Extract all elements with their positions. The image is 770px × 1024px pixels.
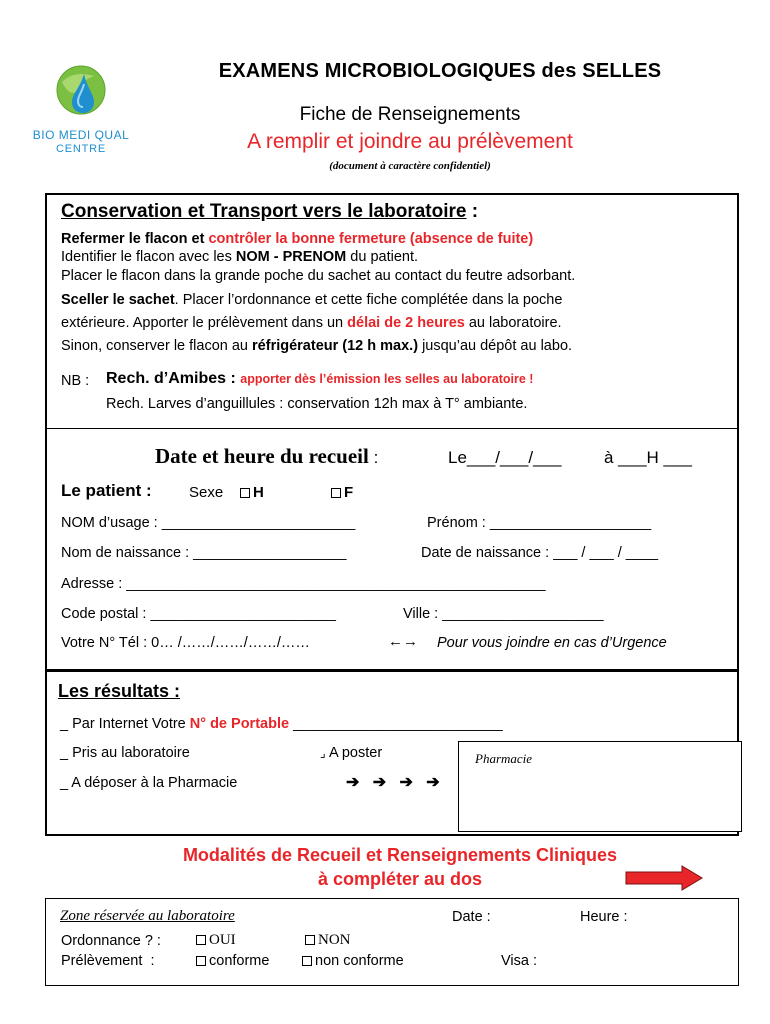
page-subtitle: Fiche de Renseignements: [299, 104, 521, 125]
lab-date-field[interactable]: Date :: [452, 909, 491, 925]
non-label: NON: [318, 932, 351, 948]
conservation-title-text: Conservation et Transport vers le laboratoire: [61, 201, 467, 222]
instruction-6a: Sinon, conserver le flacon au: [61, 338, 253, 354]
sex-f-label: F: [344, 484, 354, 501]
labo-label: Pris au laboratoire: [72, 745, 190, 761]
amibes-label: Rech. d’Amibes :: [106, 370, 241, 387]
collection-time-field[interactable]: à ___H ___: [604, 448, 692, 467]
instruction-line-3: Placer le flacon dans la grande poche du sachet au contact du feutre adsorbant.: [61, 268, 576, 284]
results-internet-option[interactable]: [60, 716, 503, 732]
conservation-title: [61, 201, 478, 223]
portable-label: N° de Portable: [189, 716, 290, 732]
fill-instruction: A remplir et joindre au prélèvement: [247, 130, 573, 153]
pharmacie-option-label: A déposer à la Pharmacie: [71, 775, 238, 791]
ordonnance-non-option[interactable]: [305, 932, 351, 949]
instruction-6c: jusqu’au dépôt au labo.: [418, 338, 573, 354]
nom-usage-field[interactable]: NOM d’usage : ________________________: [61, 515, 356, 531]
instruction-2c: du patient.: [346, 249, 419, 265]
results-title: Les résultats :: [58, 681, 181, 701]
confidential-note: (document à caractère confidentiel): [329, 160, 491, 172]
ordonnance-label: Ordonnance ? :: [61, 933, 161, 949]
instruction-6b: réfrigérateur (12 h max.): [252, 338, 419, 354]
date-naissance-field[interactable]: Date de naissance : ___ / ___ / ____: [421, 545, 659, 561]
collection-date-text: Date et heure du recueil: [155, 444, 369, 468]
nb-label: NB :: [61, 373, 90, 389]
non-conforme-label: non conforme: [315, 953, 404, 969]
nb-larves: Rech. Larves d’anguillules : conservation 12h max à T° ambiante.: [106, 396, 528, 412]
nb-amibes: [106, 370, 533, 388]
section-divider: [45, 428, 739, 429]
checkbox-corner-icon: ⌟: [320, 746, 329, 760]
collection-date-label: [155, 444, 378, 469]
instruction-4b: . Placer l’ordonnance et cette fiche complétée dans la poche: [174, 292, 563, 308]
conforme-label: conforme: [209, 953, 270, 969]
checkbox-icon[interactable]: [331, 488, 341, 498]
urgence-note: Pour vous joindre en cas d’Urgence: [437, 635, 667, 651]
arrow-right-icon: [624, 865, 704, 891]
oui-label: OUI: [209, 932, 236, 948]
patient-label: Le patient :: [61, 481, 152, 500]
collection-date-colon: :: [368, 448, 379, 467]
instruction-line-4: [61, 292, 562, 308]
checkbox-icon[interactable]: [302, 956, 312, 966]
lab-logo: [22, 62, 140, 162]
prelevement-label: Prélèvement :: [61, 953, 155, 969]
modalites-line-2: à compléter au dos: [317, 869, 483, 889]
modalites-line-1: Modalités de Recueil et Renseignements Cliniques: [182, 845, 618, 865]
ordonnance-oui-option[interactable]: [196, 932, 236, 949]
sex-h-label: H: [253, 484, 264, 501]
instruction-line-1: [61, 231, 533, 247]
instruction-4a: Sceller le sachet: [61, 292, 175, 308]
logo-text-line1: BIO MEDI QUAL: [32, 128, 130, 142]
results-poster-option[interactable]: [320, 745, 382, 761]
poster-label: A poster: [328, 745, 383, 761]
option-bullet-icon: _: [60, 716, 73, 732]
visa-field[interactable]: Visa :: [501, 953, 538, 969]
adresse-field[interactable]: Adresse : ____________________________________________________: [61, 576, 546, 592]
instruction-line-5: [61, 315, 562, 331]
nom-naissance-field[interactable]: Nom de naissance : ___________________: [61, 545, 347, 561]
sex-h-option[interactable]: [240, 484, 264, 501]
checkbox-icon[interactable]: [196, 956, 206, 966]
instruction-2a: Identifier le flacon avec les: [61, 249, 236, 265]
collection-date-field[interactable]: Le___/___/___: [448, 448, 562, 467]
instruction-5c: au laboratoire.: [464, 315, 562, 331]
sex-label: Sexe: [189, 484, 224, 501]
instruction-1a: Refermer le flacon et: [61, 231, 209, 247]
lab-zone-title: Zone réservée au laboratoire: [60, 908, 235, 924]
logo-text-line2: CENTRE: [55, 143, 107, 155]
amibes-note: apporter dès l’émission les selles au laboratoire !: [240, 372, 534, 386]
checkbox-icon[interactable]: [305, 935, 315, 945]
ville-field[interactable]: Ville : ____________________: [403, 606, 604, 622]
internet-label: Par Internet Votre: [72, 716, 190, 732]
portable-field[interactable]: __________________________: [289, 716, 503, 732]
instruction-5b: délai de 2 heures: [347, 315, 465, 331]
checkbox-icon[interactable]: [196, 935, 206, 945]
option-bullet-icon: _: [60, 745, 73, 761]
sex-f-option[interactable]: [331, 484, 353, 501]
conservation-title-colon: :: [466, 201, 479, 222]
pharmacy-box-label: Pharmacie: [475, 751, 533, 766]
option-bullet-icon: _: [60, 775, 72, 791]
instruction-2b: NOM - PRENOM: [235, 249, 347, 265]
telephone-field[interactable]: Votre N° Tél : 0… /……/……/……/……: [61, 635, 310, 651]
checkbox-icon[interactable]: [240, 488, 250, 498]
double-arrow-icon: ←→: [388, 633, 418, 650]
instruction-line-6: [61, 338, 572, 354]
conforme-option[interactable]: [196, 953, 269, 969]
instruction-1b: contrôler la bonne fermeture (absence de fuite): [208, 231, 534, 247]
instruction-5a: extérieure. Apporter le prélèvement dans un: [61, 315, 348, 331]
arrow-right-icons: ➔ ➔ ➔ ➔: [346, 774, 440, 791]
page-title: EXAMENS MICROBIOLOGIQUES des SELLES: [218, 60, 662, 82]
results-labo-option[interactable]: [60, 745, 190, 761]
non-conforme-option[interactable]: [302, 953, 404, 969]
instruction-line-2: [61, 249, 418, 265]
lab-heure-field[interactable]: Heure :: [580, 909, 628, 925]
prenom-field[interactable]: Prénom : ____________________: [427, 515, 652, 531]
code-postal-field[interactable]: Code postal : _______________________: [61, 606, 336, 622]
results-pharmacie-option[interactable]: [60, 775, 237, 791]
